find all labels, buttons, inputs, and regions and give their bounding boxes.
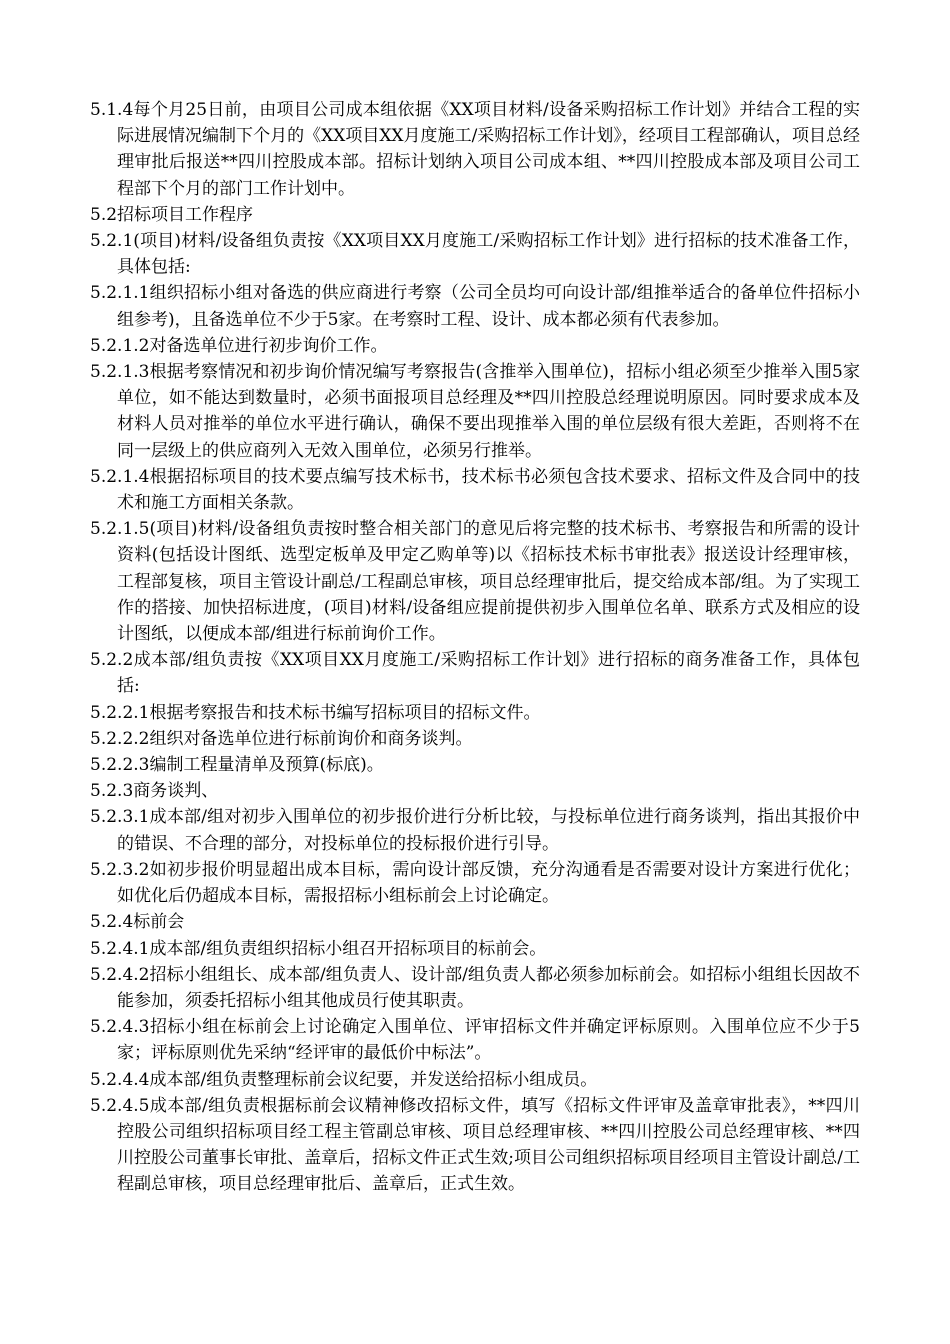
document-body [90,97,860,1198]
paragraph-5-2-4-2: 5.2.4.2招标小组组长、成本部/组负责人、设计部/组负责人都必须参加标前会。如招标小组组长因故不能参加，须委托招标小组其他成员行使其职责。 [90,964,860,1011]
paragraph-5-2-2: 5.2.2成本部/组负责按《XX项目XX月度施工/采购招标工作计划》进行招标的商务准备工作，具体包括: [90,650,860,697]
paragraph-5-2-2-3: 5.2.2.3编制工程量清单及预算(标底)。 [90,755,384,776]
paragraph-5-2-4-5: 5.2.4.5成本部/组负责根据标前会议精神修改招标文件，填写《招标文件评审及盖章审批表》，**四川控股公司组织招标项目经工程主管副总审核、项目总经理审核、**四川控股公司总经理审核、**四川控股公司董事长审批、盖章后，招标文件正式生效;项目公司组织招标项目经项目主管设计副总/工程副总审核，项目总经理审批后、盖章后，正式生效。 [90,1095,860,1195]
paragraph-5-2-4-4: 5.2.4.4成本部/组负责整理标前会议纪要，并发送给招标小组成员。 [90,1069,598,1090]
paragraph-5-2-1: 5.2.1(项目)材料/设备组负责按《XX项目XX月度施工/采购招标工作计划》进行招标的技术准备工作，具体包括: [90,231,860,278]
paragraph-5-2-2-1: 5.2.2.1根据考察报告和技术标书编写招标项目的招标文件。 [90,702,541,723]
paragraph-5-2-1-2: 5.2.1.2对备选单位进行初步询价工作。 [90,335,388,356]
section-heading-5-2: 5.2招标项目工作程序 [90,204,254,225]
paragraph-5-2-1-4: 5.2.1.4根据招标项目的技术要点编写技术标书，技术标书必须包含技术要求、招标文件及合同中的技术和施工方面相关条款。 [90,466,860,514]
paragraph-5-2-2-2: 5.2.2.2组织对备选单位进行标前询价和商务谈判。 [90,728,473,749]
paragraph-5-2-1-5: 5.2.1.5(项目)材料/设备组负责按时整合相关部门的意见后将完整的技术标书、考察报告和所需的设计资料(包括设计图纸、选型定板单及甲定乙购单等)以《招标技术标书审批表》报送设计经理审核，工程部复核，项目主管设计副总/工程副总审核，项目总经理审批后，提交给成本部/组。为了实现工作的搭接、加快招标进度，(项目)材料/设备组应提前提供初步入围单位名单、联系方式及相应的设计图纸，以便成本部/组进行标前询价工作。 [90,519,860,645]
paragraph-5-1-4: 5.1.4每个月25日前，由项目公司成本组依据《XX项目材料/设备采购招标工作计划》并结合工程的实际进展情况编制下个月的《XX项目XX月度施工/采购招标工作计划》，经项目工程部确认，项目总经理审批后报送**四川控股成本部。招标计划纳入项目公司成本组、**四川控股成本部及项目公司工程部下个月的部门工作计划中。 [90,100,860,199]
paragraph-5-2-1-1: 5.2.1.1组织招标小组对备选的供应商进行考察（公司全员均可向设计部/组推举适合的备单位件招标小组参考)，且备选单位不少于5家。在考察时工程、设计、成本都必须有代表参加。 [90,283,860,330]
paragraph-5-2-1-3: 5.2.1.3根据考察情况和初步询价情况编写考察报告(含推举入围单位)，招标小组必须至少推举入围5家单位，如不能达到数量时，必须书面报项目总经理及**四川控股总经理说明原因。同时要求成本及材料人员对推举的单位水平进行确认，确保不要出现推举入围的单位层级有很大差距，否则将不在同一层级上的供应商列入无效入围单位，必须另行推举。 [90,362,860,461]
section-heading-5-2-3: 5.2.3商务谈判、 [90,781,219,802]
section-heading-5-2-4: 5.2.4标前会 [90,912,185,933]
paragraph-5-2-4-3: 5.2.4.3招标小组在标前会上讨论确定入围单位、评审招标文件并确定评标原则。入围单位应不少于5家；评标原则优先采纳“经评审的最低价中标法”。 [90,1017,860,1064]
paragraph-5-2-3-2: 5.2.3.2如初步报价明显超出成本目标，需向设计部反馈，充分沟通看是否需要对设计方案进行优化；如优化后仍超成本目标，需报招标小组标前会上讨论确定。 [90,859,860,907]
paragraph-5-2-3-1: 5.2.3.1成本部/组对初步入围单位的初步报价进行分析比较，与投标单位进行商务谈判，指出其报价中的错误、不合理的部分，对投标单位的投标报价进行引导。 [90,807,860,854]
paragraph-5-2-4-1: 5.2.4.1成本部/组负责组织招标小组召开招标项目的标前会。 [90,938,547,959]
